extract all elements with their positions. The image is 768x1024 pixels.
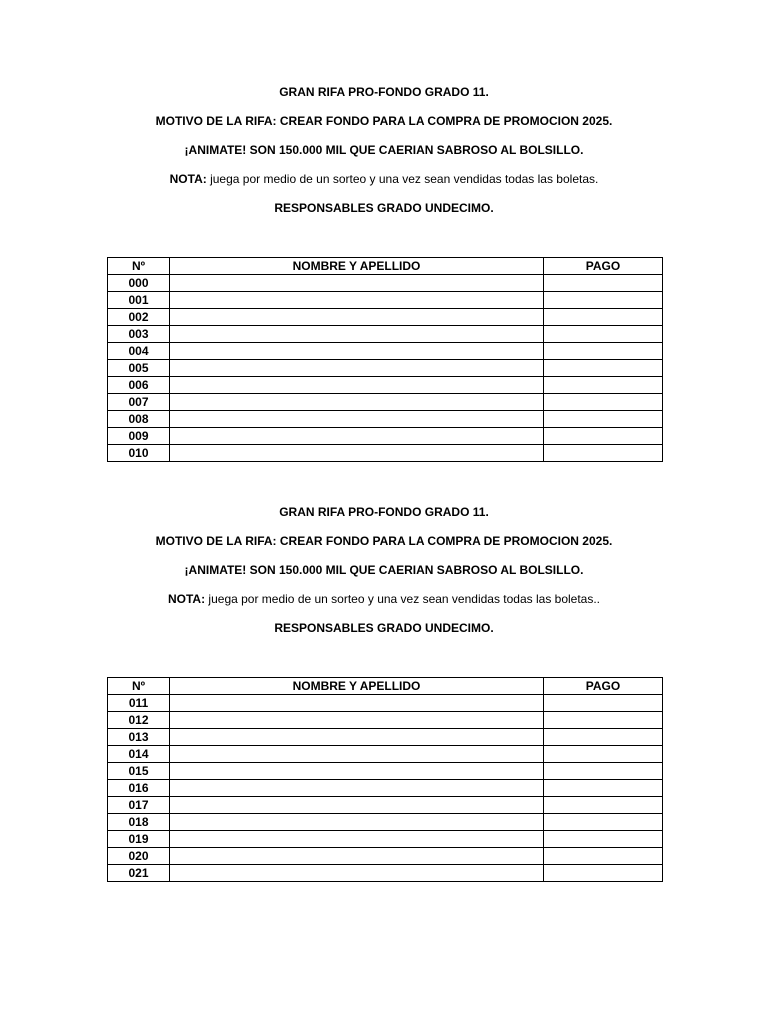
name-cell[interactable] xyxy=(170,797,544,814)
payment-cell[interactable] xyxy=(544,275,663,292)
ticket-number: 008 xyxy=(108,411,170,428)
name-cell[interactable] xyxy=(170,729,544,746)
name-cell[interactable] xyxy=(170,865,544,882)
table-header-row xyxy=(108,258,663,275)
name-cell[interactable] xyxy=(170,763,544,780)
payment-cell[interactable] xyxy=(544,377,663,394)
table-row xyxy=(108,746,663,763)
raffle-responsible: RESPONSABLES GRADO UNDECIMO. xyxy=(274,201,494,215)
payment-cell[interactable] xyxy=(544,445,663,462)
raffle-note xyxy=(0,591,768,607)
name-cell[interactable] xyxy=(170,445,544,462)
payment-cell[interactable] xyxy=(544,831,663,848)
payment-cell[interactable] xyxy=(544,746,663,763)
ticket-number: 015 xyxy=(108,763,170,780)
ticket-number: 003 xyxy=(108,326,170,343)
payment-cell[interactable] xyxy=(544,797,663,814)
note-text: juega por medio de un sorteo y una vez sean vendidas todas las boletas.. xyxy=(205,592,601,606)
raffle-title: GRAN RIFA PRO-FONDO GRADO 11. xyxy=(279,85,489,99)
table-row xyxy=(108,377,663,394)
ticket-number: 013 xyxy=(108,729,170,746)
ticket-number: 011 xyxy=(108,695,170,712)
raffle-table xyxy=(107,677,663,882)
note-label: NOTA: xyxy=(169,172,207,186)
ticket-number: 012 xyxy=(108,712,170,729)
ticket-number: 014 xyxy=(108,746,170,763)
ticket-number: 020 xyxy=(108,848,170,865)
ticket-number: 004 xyxy=(108,343,170,360)
table-row xyxy=(108,360,663,377)
payment-cell[interactable] xyxy=(544,695,663,712)
name-cell[interactable] xyxy=(170,394,544,411)
raffle-motive: MOTIVO DE LA RIFA: CREAR FONDO PARA LA COMPRA DE PROMOCION 2025. xyxy=(155,534,613,548)
table-row xyxy=(108,445,663,462)
payment-cell[interactable] xyxy=(544,394,663,411)
table-row xyxy=(108,848,663,865)
ticket-number: 019 xyxy=(108,831,170,848)
raffle-cheer: ¡ANIMATE! SON 150.000 MIL QUE CAERIAN SABROSO AL BOLSILLO. xyxy=(184,143,584,157)
raffle-title: GRAN RIFA PRO-FONDO GRADO 11. xyxy=(279,505,489,519)
name-cell[interactable] xyxy=(170,780,544,797)
table-row xyxy=(108,343,663,360)
ticket-number: 001 xyxy=(108,292,170,309)
table-header-row xyxy=(108,678,663,695)
name-cell[interactable] xyxy=(170,831,544,848)
header-name: NOMBRE Y APELLIDO xyxy=(170,678,544,695)
ticket-number: 007 xyxy=(108,394,170,411)
table-row xyxy=(108,695,663,712)
name-cell[interactable] xyxy=(170,848,544,865)
payment-cell[interactable] xyxy=(544,360,663,377)
payment-cell[interactable] xyxy=(544,712,663,729)
name-cell[interactable] xyxy=(170,343,544,360)
raffle-responsible: RESPONSABLES GRADO UNDECIMO. xyxy=(274,621,494,635)
payment-cell[interactable] xyxy=(544,729,663,746)
table-row xyxy=(108,326,663,343)
raffle-table xyxy=(107,257,663,462)
table-row xyxy=(108,797,663,814)
table-row xyxy=(108,275,663,292)
name-cell[interactable] xyxy=(170,814,544,831)
table-row xyxy=(108,292,663,309)
table-row xyxy=(108,411,663,428)
table-row xyxy=(108,309,663,326)
ticket-number: 018 xyxy=(108,814,170,831)
payment-cell[interactable] xyxy=(544,780,663,797)
ticket-number: 017 xyxy=(108,797,170,814)
ticket-number: 002 xyxy=(108,309,170,326)
ticket-number: 009 xyxy=(108,428,170,445)
name-cell[interactable] xyxy=(170,377,544,394)
name-cell[interactable] xyxy=(170,428,544,445)
table-row xyxy=(108,428,663,445)
header-number: Nº xyxy=(108,678,170,695)
table-row xyxy=(108,712,663,729)
raffle-note xyxy=(0,171,768,187)
table-row xyxy=(108,763,663,780)
table-row xyxy=(108,865,663,882)
ticket-number: 016 xyxy=(108,780,170,797)
name-cell[interactable] xyxy=(170,309,544,326)
name-cell[interactable] xyxy=(170,695,544,712)
name-cell[interactable] xyxy=(170,275,544,292)
payment-cell[interactable] xyxy=(544,763,663,780)
name-cell[interactable] xyxy=(170,411,544,428)
payment-cell[interactable] xyxy=(544,848,663,865)
payment-cell[interactable] xyxy=(544,865,663,882)
payment-cell[interactable] xyxy=(544,326,663,343)
table-row xyxy=(108,394,663,411)
ticket-number: 021 xyxy=(108,865,170,882)
ticket-number: 000 xyxy=(108,275,170,292)
table-row xyxy=(108,814,663,831)
header-payment: PAGO xyxy=(544,678,663,695)
header-number: Nº xyxy=(108,258,170,275)
note-label: NOTA: xyxy=(167,592,206,606)
table-row xyxy=(108,780,663,797)
payment-cell[interactable] xyxy=(544,428,663,445)
table-row xyxy=(108,729,663,746)
table-row xyxy=(108,831,663,848)
name-cell[interactable] xyxy=(170,326,544,343)
raffle-motive: MOTIVO DE LA RIFA: CREAR FONDO PARA LA COMPRA DE PROMOCION 2025. xyxy=(155,114,613,128)
raffle-cheer: ¡ANIMATE! SON 150.000 MIL QUE CAERIAN SABROSO AL BOLSILLO. xyxy=(184,563,584,577)
name-cell[interactable] xyxy=(170,712,544,729)
payment-cell[interactable] xyxy=(544,343,663,360)
payment-cell[interactable] xyxy=(544,292,663,309)
payment-cell[interactable] xyxy=(544,411,663,428)
ticket-number: 006 xyxy=(108,377,170,394)
header-payment: PAGO xyxy=(544,258,663,275)
ticket-number: 010 xyxy=(108,445,170,462)
name-cell[interactable] xyxy=(170,746,544,763)
name-cell[interactable] xyxy=(170,360,544,377)
payment-cell[interactable] xyxy=(544,814,663,831)
name-cell[interactable] xyxy=(170,292,544,309)
ticket-number: 005 xyxy=(108,360,170,377)
note-text: juega por medio de un sorteo y una vez sean vendidas todas las boletas. xyxy=(206,172,599,186)
header-name: NOMBRE Y APELLIDO xyxy=(170,258,544,275)
payment-cell[interactable] xyxy=(544,309,663,326)
